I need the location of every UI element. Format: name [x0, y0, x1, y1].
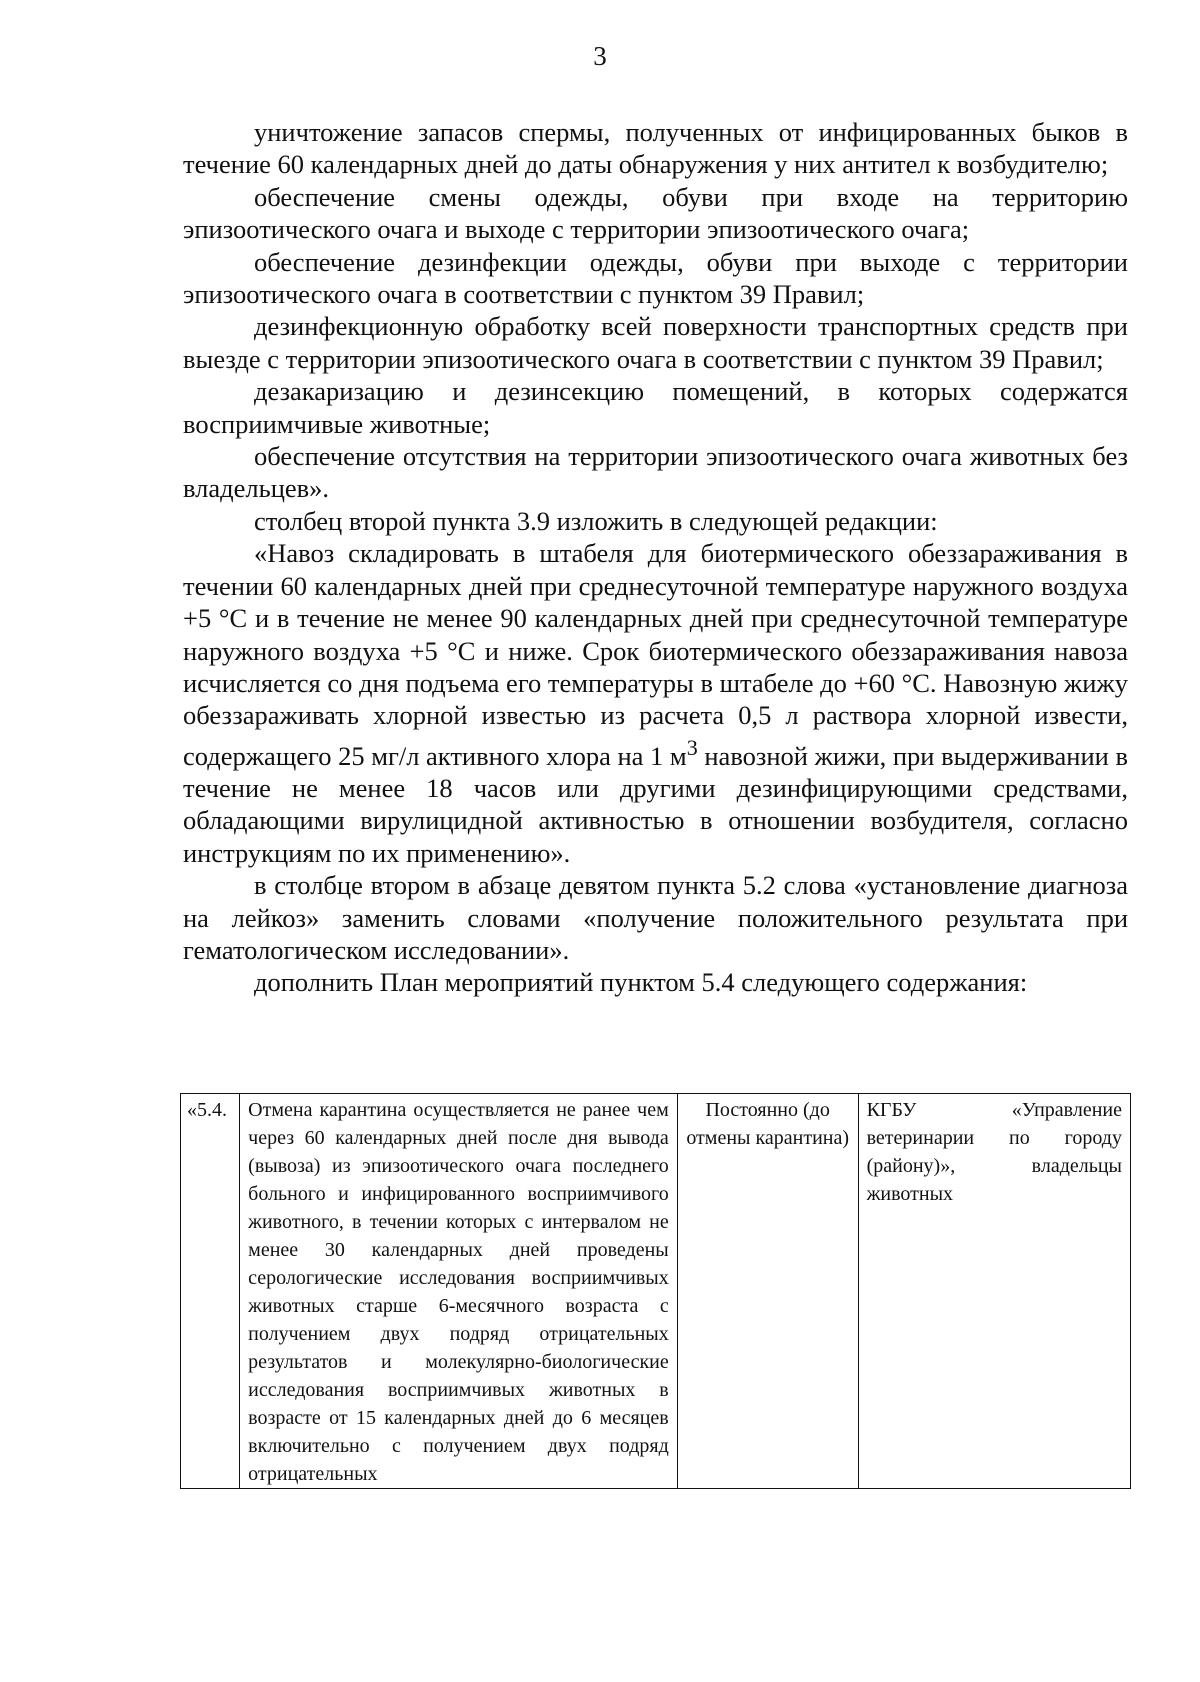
table-row — [181, 1094, 1131, 1489]
cubic-superscript: 3 — [686, 734, 698, 760]
paragraph: обеспечение смены одежды, обуви при входе на территорию эпизоотического очага и выходе с территории эпизоотического очага; — [183, 181, 1128, 245]
table-cell-number: «5.4. — [181, 1094, 240, 1489]
paragraph: дополнить План мероприятий пунктом 5.4 следующего содержания: — [254, 967, 1028, 998]
paragraph: столбец второй пункта 3.9 изложить в следующей редакции: — [254, 505, 938, 536]
manure-text-part2: навозной жижи, при выдерживании в течение не менее 18 часов или другими дезинфицирующими средствами, обладающими вирулицидной активностью в отношении возбудителя, согласно инструкциям по их применению». — [183, 740, 1128, 868]
measures-table — [180, 1093, 1131, 1489]
page-number: 3 — [593, 41, 607, 71]
paragraph: уничтожение запасов спермы, полученных от инфицированных быков в течение 60 календарных дней до даты обнаружения у них антител к возбудителю; — [183, 117, 1128, 180]
paragraph: обеспечение дезинфекции одежды, обуви при выходе с территории эпизоотического очага в соответствии с пунктом 39 Правил; — [183, 246, 1128, 310]
manure-text-part1: «Навоз складировать в штабеля для биотермического обеззараживания в течении 60 календарных дней при среднесуточной температуре наружного воздуха +5 °С и в течение не менее 90 календарных дней при среднесуточной температуре наружного воздуха +5 °С и ниже. Срок биотермического обеззараживания навоза исчисляется со дня подъема его температуры в штабеле до +60 °С. Навозную жижу обеззараживать хлорной известью из расчета 0,5 л раствора хлорной извести, содержащего 25 мг/л активного хлора на 1 м — [183, 538, 1128, 771]
paragraph: обеспечение отсутствия на территории эпизоотического очага животных без владельцев». — [183, 441, 1128, 504]
table-cell-responsible: КГБУ «Управление ветеринарии по городу (району)», владельцы животных — [858, 1094, 1130, 1489]
table-cell-measure: Отмена карантина осуществляется не ранее чем через 60 календарных дней после дня вывода (вывоза) из эпизоотического очага последнего больного и инфицированного восприимчивого животного, в течении которых с интервалом не менее 30 календарных дней проведены серологические исследования восприимчивых животных старше 6-месячного возраста с получением двух подряд отрицательных результатов и молекулярно-биологические исследования восприимчивых животных в возрасте от 15 календарных дней до 6 месяцев включительно с получением двух подряд отрицательных — [240, 1094, 678, 1489]
paragraph: дезинфекционную обработку всей поверхности транспортных средств при выезде с территории эпизоотического очага в соответствии с пунктом 39 Правил; — [183, 311, 1128, 374]
document-body — [183, 116, 1128, 999]
table-cell-term: Постоянно (до отмены карантина) — [677, 1094, 858, 1489]
manure-paragraph — [183, 537, 1128, 869]
paragraph: дезакаризацию и дезинсекцию помещений, в которых содержатся восприимчивые животные; — [183, 376, 1128, 439]
paragraph: в столбце втором в абзаце девятом пункта 5.2 слова «установление диагноза на лейкоз» заменить словами «получение положительного результата при гематологическом исследовании». — [183, 870, 1128, 965]
